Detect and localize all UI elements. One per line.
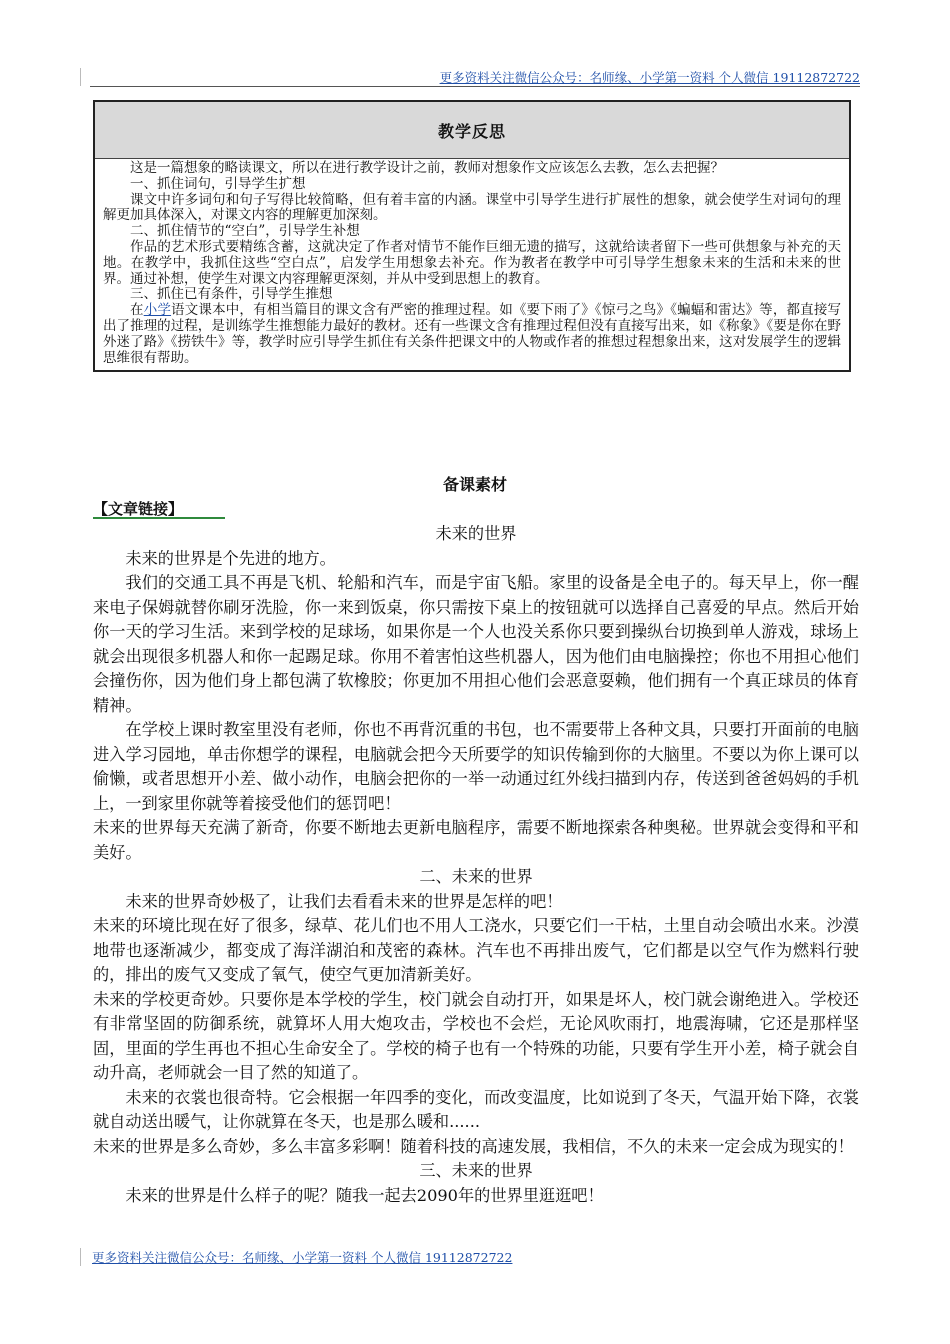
reflection-body <box>95 159 849 370</box>
article-paragraph: 未来的学校更奇妙。只要你是本学校的学生，校门就会自动打开，如果是坏人，校门就会谢绝进入。学校还有非常坚固的防御系统，就算坏人用大炮攻击，学校也不会烂，无论风吹雨打，地震海啸，它还是那样坚固，里面的学生再也不担心生命安全了。学校的椅子也有一个特殊的功能，只要有学生开小差，椅子就会自动升高，老师就会一目了然的知道了。 <box>93 989 859 1082</box>
article-link-tag: 【文章链接】 <box>93 500 184 518</box>
article-paragraph: 未来的衣裳也很奇特。它会根据一年四季的变化，而改变温度，比如说到了冬天，气温开始下降，衣裳就自动送出暖气，让你就算在冬天，也是那么暖和...... <box>93 1087 859 1131</box>
article-paragraph: 未来的世界是什么样子的呢？随我一起去2090年的世界里逛逛吧！ <box>125 1185 604 1205</box>
reflection-text: 语文课本中，有相当篇目的课文含有严密的推理过程。如《要下雨了》《惊弓之鸟》《蝙蝠和雷达》等，都直接写出了推理的过程，是训练学生推想能力最好的教材。还有一些课文含有推理过程但没有直接写出来，如《称象》《要是你在野外迷了路》《捞铁牛》等，教学时应引导学生抓住有关条件把课文中的人物或作者的推想过程想象出来，这对发展学生的逻辑思维很有帮助。 <box>103 302 842 366</box>
reflection-heading: 二、抓住情节的“空白”，引导学生补想 <box>130 223 360 240</box>
primary-school-link[interactable]: 小学 <box>143 302 172 319</box>
article-paragraph: 我们的交通工具不再是飞机、轮船和汽车，而是宇宙飞船。家里的设备是全电子的。每天早上，你一醒来电子保姆就替你刷牙洗脸，你一来到饭桌，你只需按下桌上的按钮就可以选择自己喜爱的早点。然后开始你一天的学习生活。来到学校的足球场，如果你是一个人也没关系你只要到操纵台切换到单人游戏，球场上就会出现很多机器人和你一起踢足球。你用不着害怕这些机器人，因为他们由电脑操控；你也不用担心他们会撞伤你，因为他们身上都包满了软橡胶；你更加不用担心他们会恶意耍赖，他们拥有一个真正球员的体育精神。 <box>93 573 859 715</box>
reflection-title: 教学反思 <box>95 102 849 159</box>
reflection-heading: 三、抓住已有条件，引导学生推想 <box>130 286 333 303</box>
teaching-reflection-table <box>93 100 851 372</box>
reflection-paragraph: 这是一篇想象的略读课文，所以在进行教学设计之前，教师对想象作文应该怎么去教，怎么去把握？ <box>130 160 724 176</box>
reflection-heading: 一、抓住词句，引导学生扩想 <box>130 175 306 192</box>
header-promo-link[interactable]: 更多资料关注微信公众号：名师缘、小学第一资料 个人微信 19112872722 <box>439 70 860 85</box>
article-paragraph: 在学校上课时教室里没有老师，你也不再背沉重的书包，也不需要带上各种文具，只要打开面前的电脑进入学习园地，单击你想学的课程，电脑就会把今天所要学的知识传输到你的大脑里。不要以为你上课可以偷懒，或者思想开小差、做小动作，电脑会把你的一举一动通过红外线扫描到内存，传送到爸爸妈妈的手机上，一到家里你就等着接受他们的惩罚吧！ <box>93 720 859 813</box>
footer-rule <box>80 1248 81 1266</box>
article-body <box>93 522 859 1208</box>
article-paragraph: 未来的世界是多么奇妙，多么丰富多彩啊！随着科技的高速发展，我相信，不久的未来一定会成为现实的！ <box>93 1136 854 1156</box>
article-title: 三、未来的世界 <box>419 1161 533 1180</box>
materials-title: 备课素材 <box>442 475 507 494</box>
footer-promo-link[interactable]: 更多资料关注微信公众号：名师缘、小学第一资料 个人微信 19112872722 <box>92 1250 513 1265</box>
header-divider <box>90 86 860 87</box>
article-title: 二、未来的世界 <box>419 867 533 886</box>
reflection-paragraph: 作品的艺术形式要精练含蓄，这就决定了作者对情节不能作巨细无遗的描写，这就给读者留下一些可供想象与补充的天地。在教学中，我抓住这些“空白点”，启发学生用想象去补充。作为教者在教学中可引导学生想象未来的生活和未来的世界。通过补想，使学生对课文内容理解更深刻，并从中受到思想上的教育。 <box>103 238 841 287</box>
article-paragraph: 未来的环境比现在好了很多，绿草、花儿们也不用人工浇水，只要它们一干枯，土里自动会喷出水来。沙漠地带也逐渐减少，都变成了海洋湖泊和茂密的森林。汽车也不再排出废气，它们都是以空气作为燃料行驶的，排出的废气又变成了氧气，使空气更加清新美好。 <box>93 916 859 984</box>
reflection-text: 在 <box>130 302 144 319</box>
reflection-paragraph: 课文中许多词句和句子写得比较简略，但有着丰富的内涵。课堂中引导学生进行扩展性的想象，就会使学生对词句的理解更加具体深入，对课文内容的理解更加深刻。 <box>103 191 841 224</box>
article-title: 未来的世界 <box>435 524 517 543</box>
article-paragraph: 未来的世界是个先进的地方。 <box>125 548 336 568</box>
tag-underline <box>93 517 225 519</box>
article-paragraph: 未来的世界奇妙极了，让我们去看看未来的世界是怎样的吧！ <box>125 891 563 911</box>
header-rule <box>80 68 81 86</box>
reflection-paragraph <box>103 303 841 366</box>
article-paragraph: 未来的世界每天充满了新奇，你要不断地去更新电脑程序，需要不断地探索各种奥秘。世界就会变得和平和美好。 <box>93 818 859 862</box>
